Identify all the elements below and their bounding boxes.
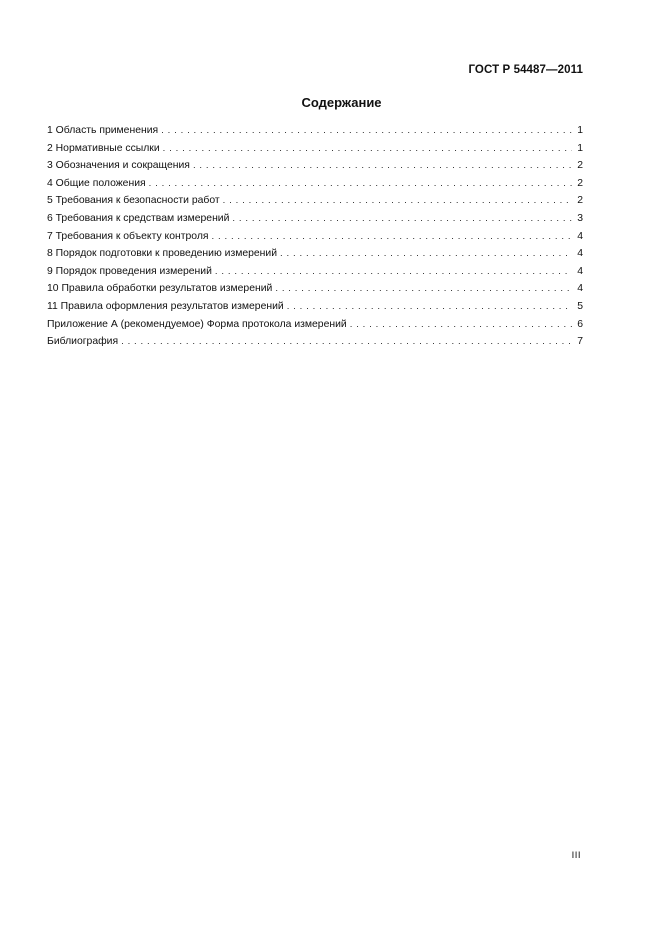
toc-entry-label: Приложение А (рекомендуемое) Форма протокола измерений bbox=[47, 318, 347, 330]
toc-entry-procedure[interactable] bbox=[47, 263, 583, 281]
standard-code: ГОСТ Р 54487—2011 bbox=[468, 64, 583, 76]
toc-entry-label: 7 Требования к объекту контроля bbox=[47, 230, 209, 242]
toc-leader-dots bbox=[287, 298, 572, 316]
toc-entry-safety[interactable] bbox=[47, 192, 583, 210]
toc-entry-label: 4 Общие положения bbox=[47, 177, 146, 189]
toc-entry-normative-references[interactable] bbox=[47, 140, 583, 158]
toc-leader-dots bbox=[149, 175, 572, 193]
toc-entry-page: 1 bbox=[577, 125, 583, 136]
toc-entry-page: 4 bbox=[577, 248, 583, 260]
toc-entry-scope[interactable] bbox=[47, 122, 583, 140]
table-of-contents bbox=[47, 122, 583, 351]
toc-entry-preparation[interactable] bbox=[47, 245, 583, 263]
toc-leader-dots bbox=[163, 140, 572, 158]
toc-title: Содержание bbox=[301, 95, 382, 110]
toc-leader-dots bbox=[350, 316, 572, 334]
toc-entry-reporting[interactable] bbox=[47, 298, 583, 316]
toc-entry-label: 9 Порядок проведения измерений bbox=[47, 265, 212, 277]
toc-entry-page: 2 bbox=[577, 195, 583, 207]
page-number: III bbox=[571, 850, 581, 861]
toc-entry-label: 6 Требования к средствам измерений bbox=[47, 212, 230, 224]
toc-entry-label: 2 Нормативные ссылки bbox=[47, 142, 160, 154]
toc-entry-appendix-a[interactable] bbox=[47, 316, 583, 334]
toc-entry-label: 1 Область применения bbox=[47, 125, 159, 136]
toc-entry-label: Библиография bbox=[47, 336, 119, 348]
toc-leader-dots bbox=[161, 122, 572, 140]
toc-entry-page: 5 bbox=[577, 300, 583, 312]
toc-entry-label: 3 Обозначения и сокращения bbox=[47, 160, 190, 172]
toc-leader-dots bbox=[223, 192, 572, 210]
toc-leader-dots bbox=[232, 210, 572, 228]
toc-entry-page: 7 bbox=[577, 336, 583, 348]
toc-entry-page: 1 bbox=[577, 142, 583, 154]
toc-entry-general[interactable] bbox=[47, 175, 583, 193]
toc-entry-label: 10 Правила обработки результатов измерений bbox=[47, 283, 273, 295]
toc-entry-label: 5 Требования к безопасности работ bbox=[47, 195, 220, 207]
toc-entry-page: 2 bbox=[577, 160, 583, 172]
toc-entry-page: 3 bbox=[577, 212, 583, 224]
toc-entry-page: 4 bbox=[577, 265, 583, 277]
toc-leader-dots bbox=[121, 333, 572, 351]
toc-leader-dots bbox=[215, 263, 572, 281]
toc-entry-page: 6 bbox=[577, 318, 583, 330]
toc-leader-dots bbox=[212, 228, 572, 246]
toc-leader-dots bbox=[193, 157, 572, 175]
toc-entry-label: 11 Правила оформления результатов измерений bbox=[47, 300, 284, 312]
toc-entry-object[interactable] bbox=[47, 228, 583, 246]
toc-entry-instruments[interactable] bbox=[47, 210, 583, 228]
toc-leader-dots bbox=[280, 245, 572, 263]
toc-entry-page: 2 bbox=[577, 177, 583, 189]
toc-entry-page: 4 bbox=[577, 283, 583, 295]
toc-entry-abbreviations[interactable] bbox=[47, 157, 583, 175]
toc-entry-bibliography[interactable] bbox=[47, 333, 583, 351]
toc-entry-label: 8 Порядок подготовки к проведению измерений bbox=[47, 248, 278, 260]
toc-entry-processing[interactable] bbox=[47, 280, 583, 298]
toc-entry-page: 4 bbox=[577, 230, 583, 242]
toc-leader-dots bbox=[275, 280, 572, 298]
